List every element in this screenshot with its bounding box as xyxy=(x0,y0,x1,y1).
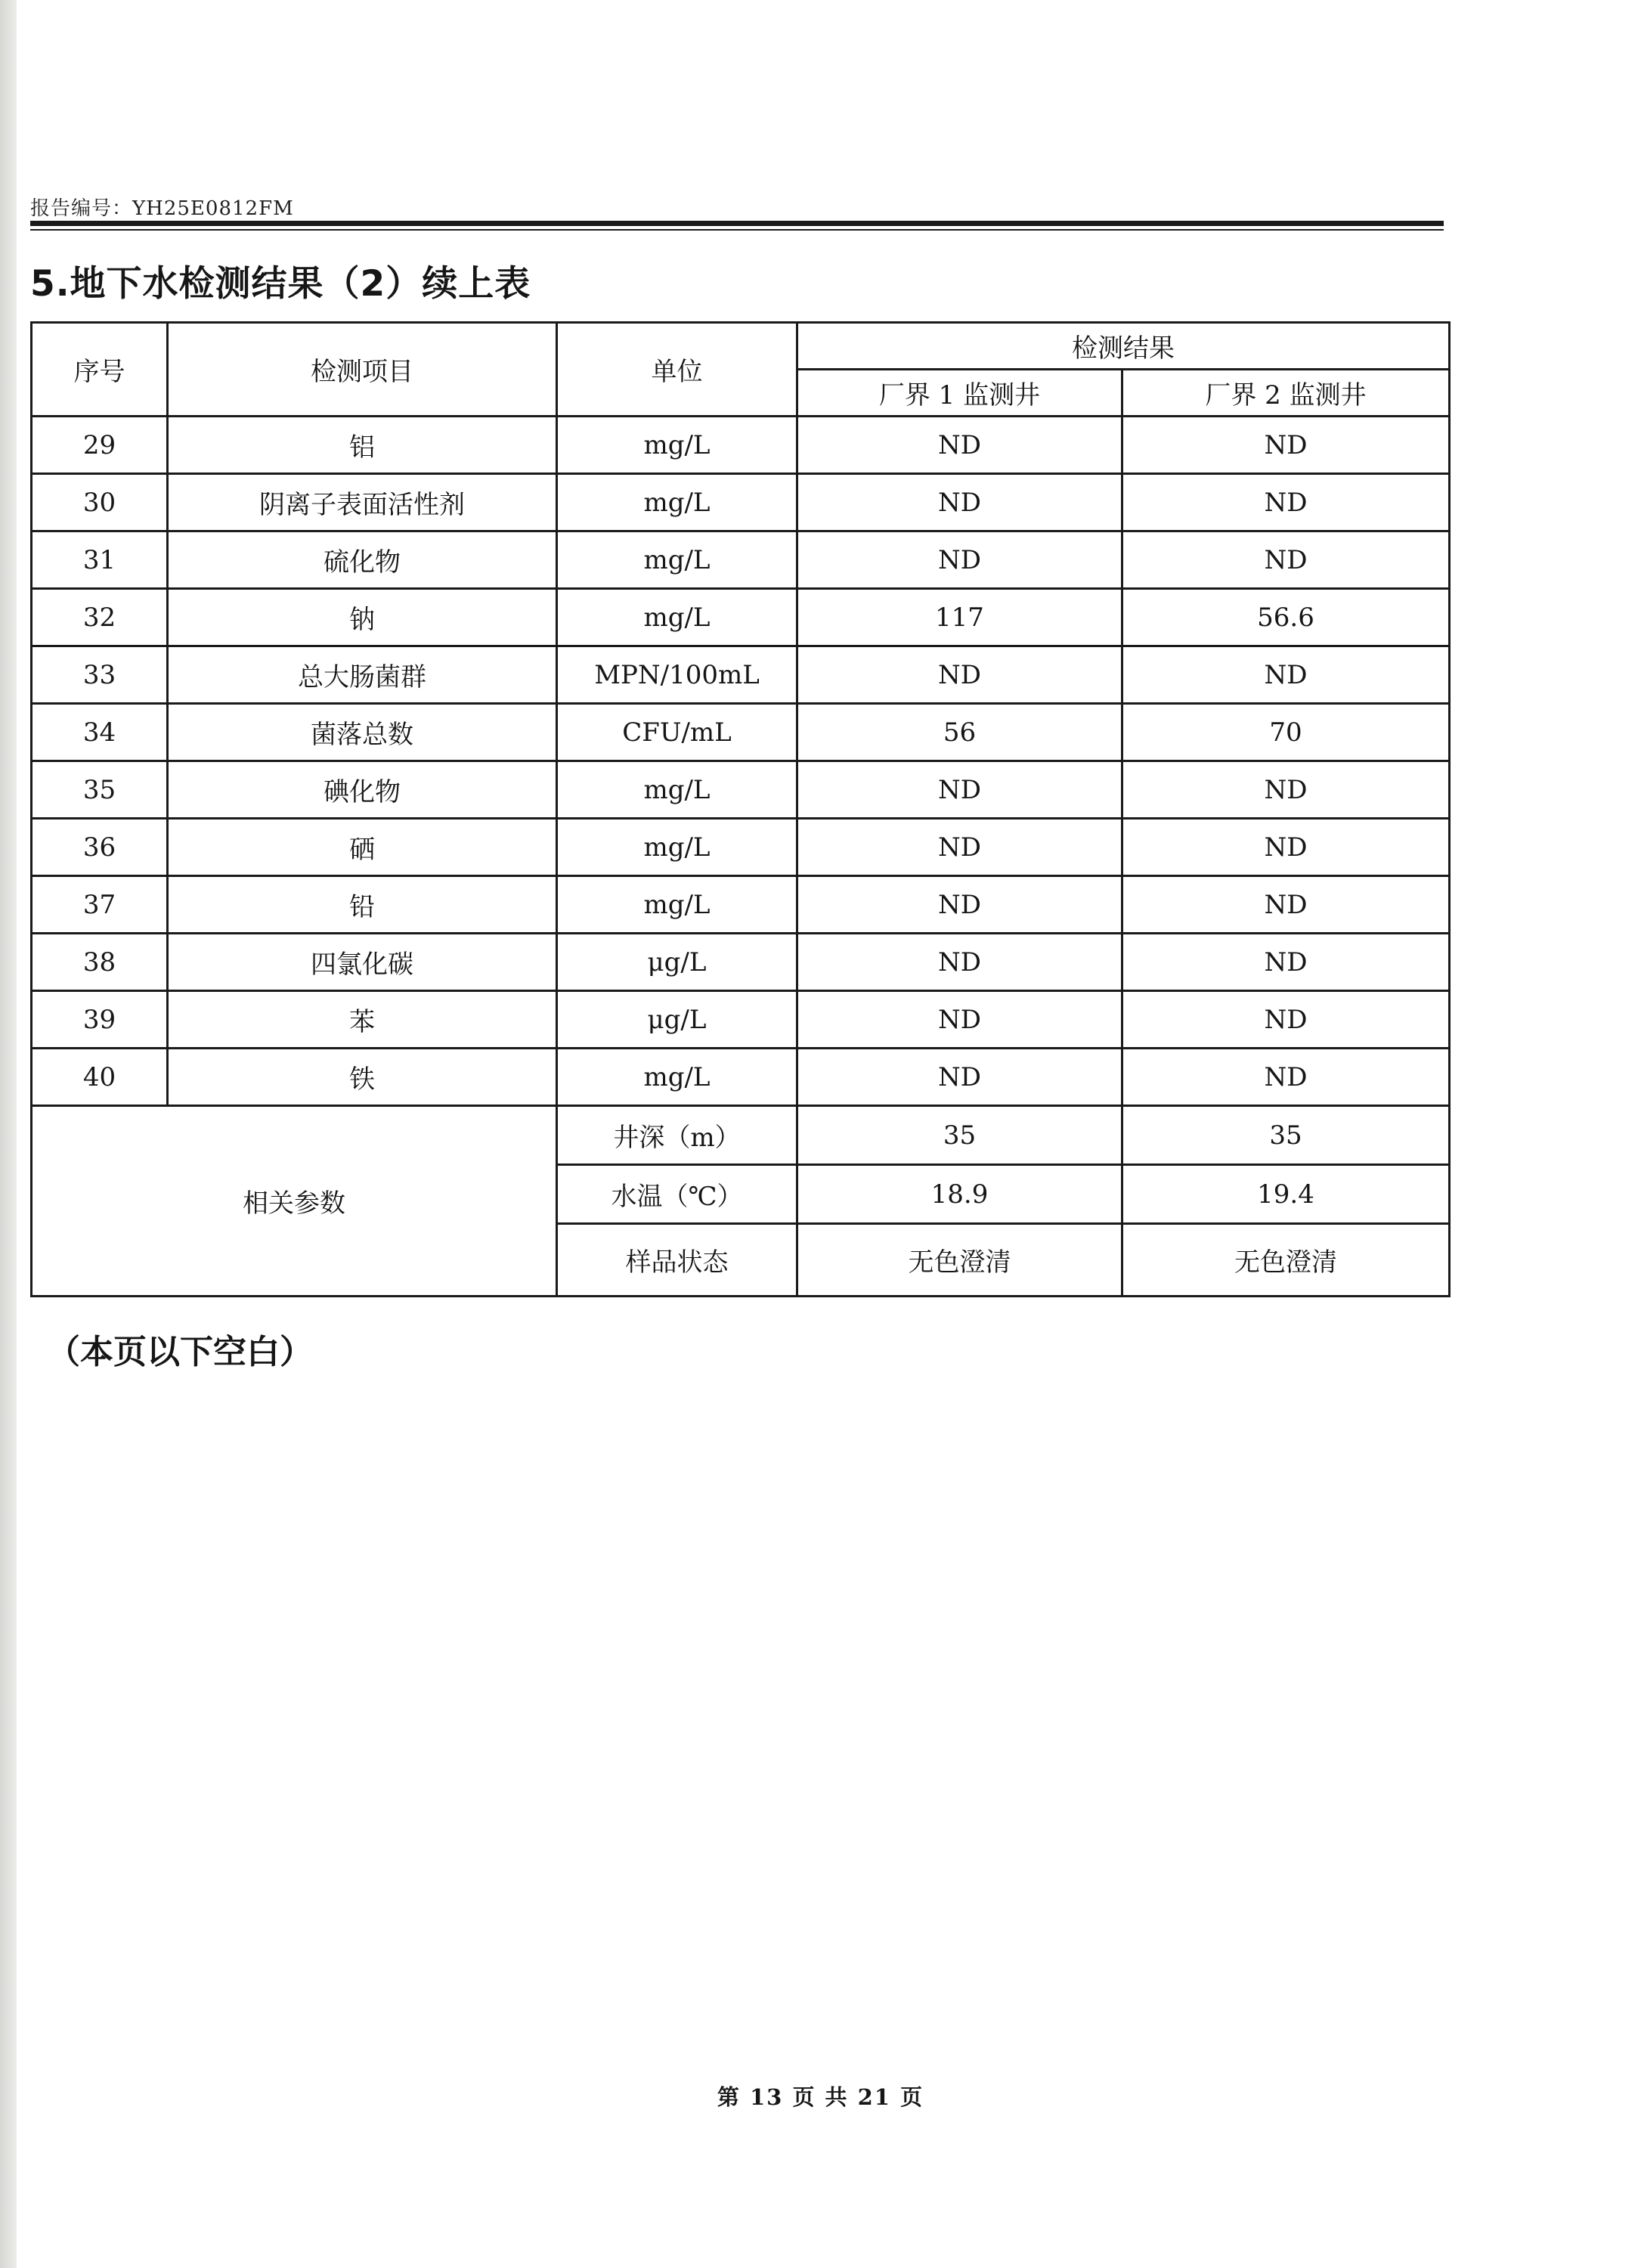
item-cell: 苯 xyxy=(168,991,557,1049)
table-row xyxy=(32,704,1450,761)
unit-cell: mg/L xyxy=(557,761,797,819)
header-rule-thin xyxy=(30,229,1444,231)
seq-cell: 29 xyxy=(32,417,168,474)
well1-cell: ND xyxy=(797,474,1122,531)
seq-cell: 39 xyxy=(32,991,168,1049)
well1-cell: ND xyxy=(797,646,1122,704)
col-header-well2: 厂界 2 监测井 xyxy=(1122,370,1450,417)
seq-cell: 33 xyxy=(32,646,168,704)
item-cell: 硫化物 xyxy=(168,531,557,589)
well1-cell: 56 xyxy=(797,704,1122,761)
well1-cell: ND xyxy=(797,761,1122,819)
param-name-cell: 样品状态 xyxy=(557,1224,797,1297)
seq-cell: 38 xyxy=(32,934,168,991)
unit-cell: mg/L xyxy=(557,589,797,646)
blank-page-note: （本页以下空白） xyxy=(47,1333,313,1371)
item-cell: 钠 xyxy=(168,589,557,646)
item-cell: 铁 xyxy=(168,1049,557,1106)
item-cell: 铝 xyxy=(168,417,557,474)
item-cell: 硒 xyxy=(168,819,557,876)
report-number: 报告编号：YH25E0812FM xyxy=(30,197,294,220)
table-row xyxy=(32,991,1450,1049)
header-row-1 xyxy=(32,323,1450,370)
table-row xyxy=(32,646,1450,704)
well2-cell: ND xyxy=(1122,991,1450,1049)
well1-cell: ND xyxy=(797,417,1122,474)
unit-cell: μg/L xyxy=(557,991,797,1049)
well1-cell: 117 xyxy=(797,589,1122,646)
well1-cell: ND xyxy=(797,934,1122,991)
col-header-seq: 序号 xyxy=(32,323,168,417)
unit-cell: CFU/mL xyxy=(557,704,797,761)
seq-cell: 40 xyxy=(32,1049,168,1106)
seq-cell: 36 xyxy=(32,819,168,876)
unit-cell: mg/L xyxy=(557,531,797,589)
param-name-cell: 井深（m） xyxy=(557,1106,797,1165)
results-table xyxy=(30,321,1451,1297)
well1-cell: ND xyxy=(797,819,1122,876)
unit-cell: MPN/100mL xyxy=(557,646,797,704)
param-well2-cell: 19.4 xyxy=(1122,1165,1450,1224)
well2-cell: ND xyxy=(1122,646,1450,704)
well2-cell: ND xyxy=(1122,819,1450,876)
unit-cell: mg/L xyxy=(557,1049,797,1106)
param-well2-cell: 无色澄清 xyxy=(1122,1224,1450,1297)
param-well1-cell: 18.9 xyxy=(797,1165,1122,1224)
seq-cell: 32 xyxy=(32,589,168,646)
well2-cell: ND xyxy=(1122,474,1450,531)
param-well1-cell: 无色澄清 xyxy=(797,1224,1122,1297)
table-row xyxy=(32,761,1450,819)
well2-cell: ND xyxy=(1122,761,1450,819)
unit-cell: μg/L xyxy=(557,934,797,991)
well2-cell: ND xyxy=(1122,934,1450,991)
well1-cell: ND xyxy=(797,1049,1122,1106)
seq-cell: 37 xyxy=(32,876,168,934)
col-header-results: 检测结果 xyxy=(797,323,1450,370)
seq-cell: 30 xyxy=(32,474,168,531)
param-row xyxy=(32,1106,1450,1165)
scan-edge xyxy=(0,0,17,2268)
table-row xyxy=(32,474,1450,531)
param-well2-cell: 35 xyxy=(1122,1106,1450,1165)
col-header-unit: 单位 xyxy=(557,323,797,417)
table-row xyxy=(32,1049,1450,1106)
well1-cell: ND xyxy=(797,876,1122,934)
well1-cell: ND xyxy=(797,531,1122,589)
unit-cell: mg/L xyxy=(557,819,797,876)
header-rule xyxy=(30,221,1444,226)
well2-cell: 70 xyxy=(1122,704,1450,761)
seq-cell: 34 xyxy=(32,704,168,761)
item-cell: 菌落总数 xyxy=(168,704,557,761)
well2-cell: ND xyxy=(1122,1049,1450,1106)
section-title: 5.地下水检测结果（2）续上表 xyxy=(30,263,531,305)
col-header-item: 检测项目 xyxy=(168,323,557,417)
params-label: 相关参数 xyxy=(32,1106,557,1297)
table-row xyxy=(32,876,1450,934)
seq-cell: 31 xyxy=(32,531,168,589)
seq-cell: 35 xyxy=(32,761,168,819)
unit-cell: mg/L xyxy=(557,876,797,934)
table-row xyxy=(32,417,1450,474)
item-cell: 阴离子表面活性剂 xyxy=(168,474,557,531)
page-number: 第 13 页 共 21 页 xyxy=(717,2084,924,2110)
item-cell: 碘化物 xyxy=(168,761,557,819)
param-name-cell: 水温（℃） xyxy=(557,1165,797,1224)
well2-cell: 56.6 xyxy=(1122,589,1450,646)
well2-cell: ND xyxy=(1122,417,1450,474)
table-row xyxy=(32,934,1450,991)
well2-cell: ND xyxy=(1122,876,1450,934)
item-cell: 总大肠菌群 xyxy=(168,646,557,704)
well2-cell: ND xyxy=(1122,531,1450,589)
param-well1-cell: 35 xyxy=(797,1106,1122,1165)
unit-cell: mg/L xyxy=(557,474,797,531)
well1-cell: ND xyxy=(797,991,1122,1049)
table-row xyxy=(32,531,1450,589)
table-row xyxy=(32,819,1450,876)
item-cell: 四氯化碳 xyxy=(168,934,557,991)
table-row xyxy=(32,589,1450,646)
col-header-well1: 厂界 1 监测井 xyxy=(797,370,1122,417)
unit-cell: mg/L xyxy=(557,417,797,474)
item-cell: 铅 xyxy=(168,876,557,934)
